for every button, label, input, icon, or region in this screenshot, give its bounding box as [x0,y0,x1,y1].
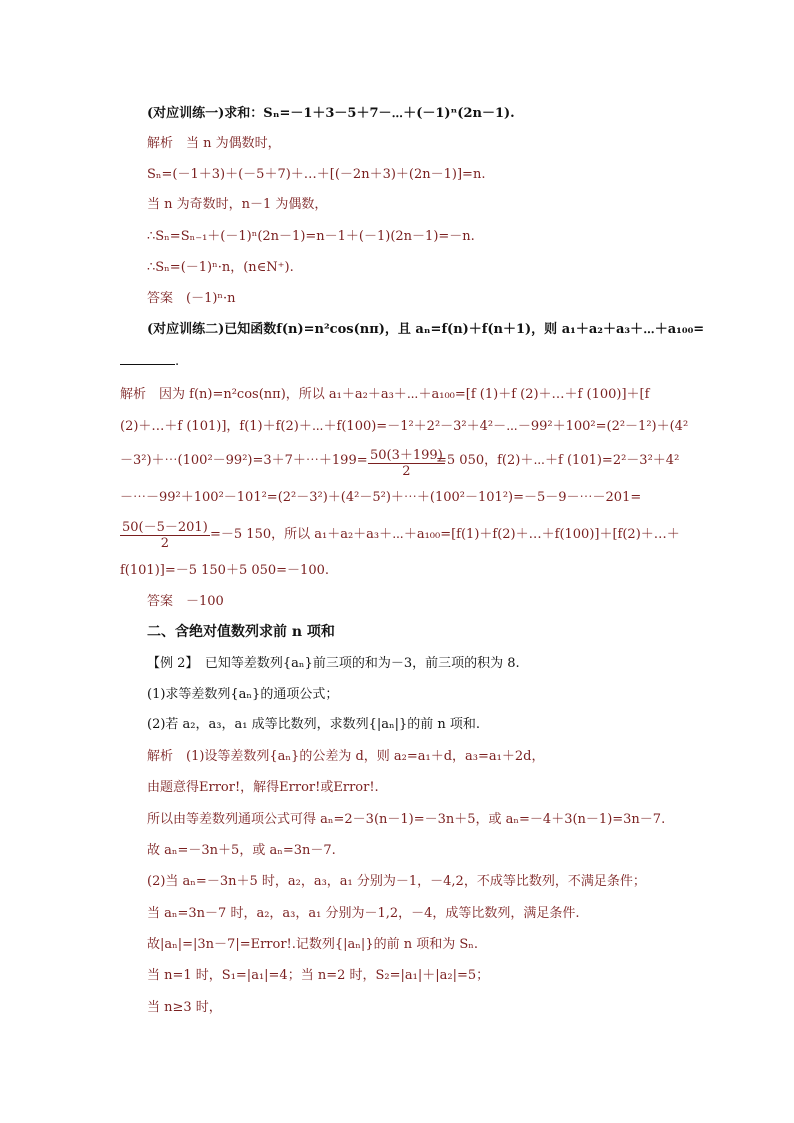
example-question: 【例 2】 已知等差数列{aₙ}前三项的和为－3，前三项的积为 8. [147,656,520,671]
solution-text: －3²)＋⋯(100²－99²)=3＋7＋⋯＋199= [120,453,368,468]
answer-line: 答案 (－1)ⁿ·n [147,291,236,306]
solution-line: =－5 150，所以 a₁＋a₂＋a₃＋⋯＋a₁₀₀=[f(1)＋f(2)＋…＋f(100)]＋[f(2)＋…＋ [210,527,680,542]
section-heading: 二、含绝对值数列求前 n 项和 [147,624,335,640]
solution-line [120,452,368,470]
answer-blank: . [120,352,179,371]
solution-line: ∴Sₙ=Sₙ₋₁＋(－1)ⁿ(2n－1)=n－1＋(－1)(2n－1)=－n. [147,229,475,244]
solution-line: =5 050，f(2)＋⋯＋f (101)=2²－3²＋4² [436,453,680,468]
solution-line: 由题意得Error!，解得Error!或Error!. [147,780,379,795]
solution-line: －⋯－99²＋100²－101²=(2²－3²)＋(4²－5²)＋⋯＋(100²－101²)=－5－9－⋯－201= [120,490,642,505]
solution-line: Sₙ=(－1＋3)＋(－5＋7)＋…＋[(－2n＋3)＋(2n－1)]=n. [147,167,486,182]
fraction-denominator: 2 [402,464,411,479]
solution-line: 当 n≥3 时， [147,1000,222,1015]
answer-line: 答案 －100 [147,594,224,609]
solution-line: 解析 (1)设等差数列{aₙ}的公差为 d，则 a₂=a₁＋d，a₃=a₁＋2d， [147,749,545,764]
solution-line: f(101)]=－5 150＋5 050=－100. [120,563,330,578]
fraction-numerator: 50(3＋199) [368,444,445,464]
solution-line: 当 n 为奇数时，n－1 为偶数， [147,197,328,212]
solution-line: 解析 因为 f(n)=n²cos(nπ)，所以 a₁＋a₂＋a₃＋⋯＋a₁₀₀=[f (1)＋f (2)＋…＋f (100)]＋[f [120,387,650,402]
fraction-numerator: 50(－5－201) [120,516,210,536]
solution-line: 当 aₙ=3n－7 时，a₂，a₃，a₁ 分别为－1,2，－4，成等比数列，满足条件. [147,906,580,921]
fraction [368,444,445,479]
example-question: (1)求等差数列{aₙ}的通项公式； [147,687,339,702]
example-question: (2)若 a₂，a₃，a₁ 成等比数列，求数列{|aₙ|}的前 n 项和. [147,717,481,732]
fraction-denominator: 2 [160,536,170,551]
solution-line: (2)＋…＋f (101)]，f(1)＋f(2)＋⋯＋f(100)=－1²＋2²－3²＋4²－⋯－99²＋100²=(2²－1²)＋(4² [120,419,689,434]
solution-line: 所以由等差数列通项公式可得 aₙ=2－3(n－1)=－3n＋5，或 aₙ=－4＋3(n－1)=3n－7. [147,812,666,827]
solution-line: (2)当 aₙ=－3n＋5 时，a₂，a₃，a₁ 分别为－1，－4,2，不成等比数列，不满足条件； [147,874,646,889]
solution-line: 解析 当 n 为偶数时， [147,136,281,151]
exercise-2-question: (对应训练二)已知函数f(n)=n²cos(nπ)，且 aₙ=f(n)＋f(n＋1)，则 a₁＋a₂＋a₃＋⋯＋a₁₀₀= [147,322,705,337]
solution-line: 故 aₙ=－3n＋5，或 aₙ=3n－7. [147,843,336,858]
solution-line: 当 n=1 时，S₁=|a₁|=4；当 n=2 时，S₂=|a₁|＋|a₂|=5； [147,968,490,983]
fraction [120,516,210,551]
exercise-1-question: (对应训练一)求和：Sₙ=－1＋3－5＋7－⋯＋(－1)ⁿ(2n－1). [147,106,515,121]
solution-line: 故|aₙ|=|3n－7|=Error!.记数列{|aₙ|}的前 n 项和为 Sₙ. [147,937,479,952]
solution-line: ∴Sₙ=(－1)ⁿ·n，(n∈N⁺). [147,260,294,275]
